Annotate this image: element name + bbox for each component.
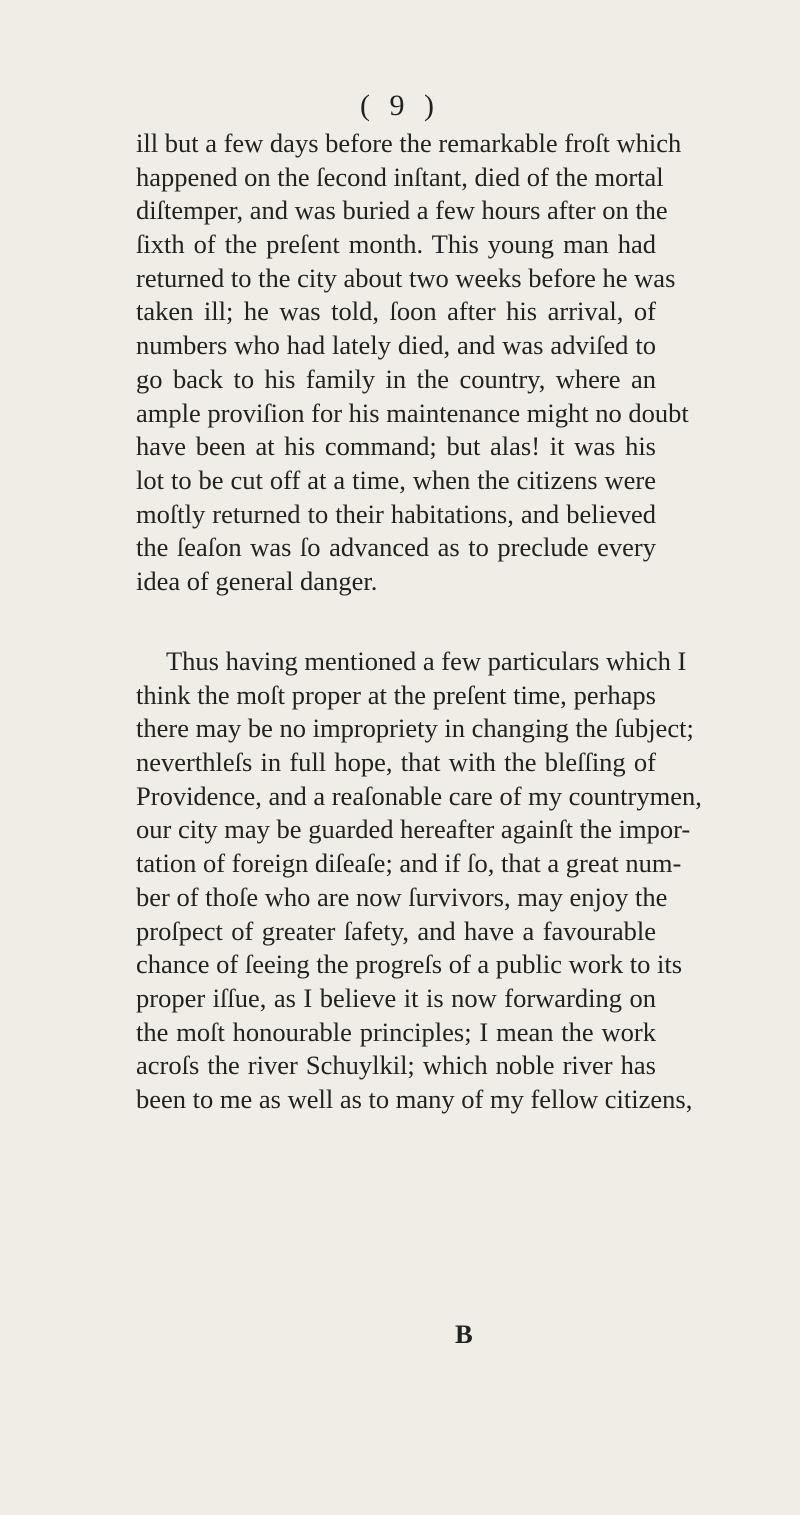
text-line: tation of foreign diſeaſe; and if ſo, that a great num-	[136, 848, 682, 879]
text-line: ſixth of the preſent month. This young man had	[136, 229, 656, 260]
text-line: Thus having mentioned a few particulars which I	[166, 646, 687, 676]
text-line: Providence, and a reaſonable care of my countrymen,	[136, 780, 702, 811]
text-line: numbers who had lately died, and was adviſed to	[136, 330, 656, 361]
text-line: proſpect of greater ſafety, and have a favourable	[136, 915, 656, 946]
text-line: been to me as well as to many of my fellow citizens,	[136, 1083, 693, 1114]
page-number: ( 9 )	[360, 89, 440, 122]
text-line: the ſeaſon was ſo advanced as to preclude every	[136, 532, 656, 563]
text-line: idea of general danger.	[136, 565, 378, 596]
text-line: proper iſſue, as I believe it is now forwarding on	[136, 982, 656, 1013]
text-line: acroſs the river Schuylkil; which noble river has	[136, 1050, 656, 1081]
text-line: ill but a few days before the remarkable froſt which	[136, 128, 682, 158]
text-line: moſtly returned to their habitations, and believed	[136, 498, 656, 529]
text-line: there may be no impropriety in changing the ſubject;	[136, 713, 694, 744]
text-line: happened on the ſecond inſtant, died of the mortal	[136, 161, 664, 192]
text-line: ample proviſion for his maintenance might no doubt	[136, 397, 689, 428]
text-line: lot to be cut off at a time, when the citizens were	[136, 464, 656, 495]
text-line: taken ill; he was told, ſoon after his arrival, of	[136, 296, 656, 327]
text-line: our city may be guarded hereafter againſt the impor-	[136, 814, 691, 845]
text-line: diſtemper, and was buried a few hours after on the	[136, 195, 668, 226]
text-line: ber of thoſe who are now ſurvivors, may enjoy the	[136, 881, 668, 912]
signature-mark: B	[455, 1319, 473, 1349]
text-line: chance of ſeeing the progreſs of a public work to its	[136, 949, 683, 980]
text-line: neverthleſs in full hope, that with the bleſſing of	[136, 747, 656, 778]
paragraph-2	[136, 645, 702, 1117]
text-line: think the moſt proper at the preſent time, perhaps	[136, 679, 656, 710]
text-line: returned to the city about two weeks before he was	[136, 262, 676, 293]
text-line: go back to his family in the country, where an	[136, 363, 656, 394]
paragraph-1	[136, 127, 689, 599]
text-line: have been at his command; but alas! it was his	[136, 431, 656, 462]
text-line: the moſt honourable principles; I mean the work	[136, 1016, 656, 1047]
